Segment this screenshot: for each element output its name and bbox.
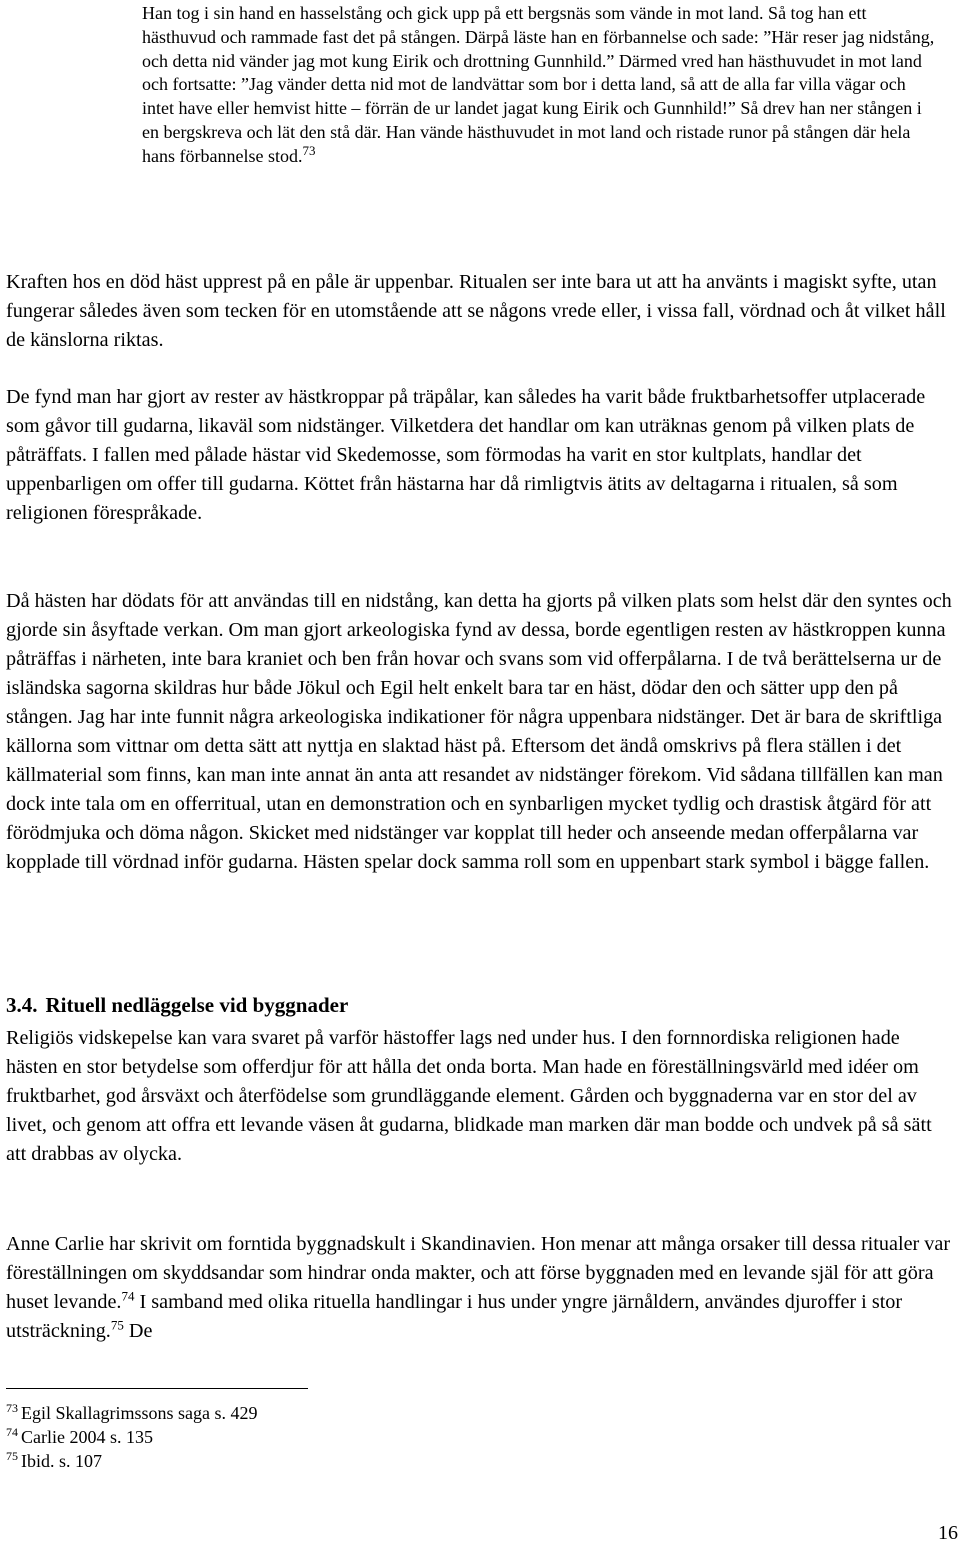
footnote-74 — [6, 1425, 606, 1449]
footnote-text: Ibid. s. 107 — [21, 1451, 102, 1471]
footnotes — [6, 1401, 606, 1473]
footnote-text: Carlie 2004 s. 135 — [21, 1427, 153, 1447]
paragraph-text: De — [123, 1320, 153, 1342]
footnote-75 — [6, 1449, 606, 1473]
footnote-ref-75[interactable]: 75 — [110, 1317, 124, 1333]
footnote-text: Egil Skallagrimssons saga s. 429 — [21, 1403, 258, 1423]
footnote-number: 74 — [6, 1425, 18, 1439]
footnote-number: 73 — [6, 1401, 18, 1415]
saga-quote — [142, 2, 942, 169]
footnote-number: 75 — [6, 1449, 18, 1463]
body-paragraph-1: Kraften hos en död häst upprest på en påle är uppenbar. Ritualen ser inte bara ut att ha använts i magiskt syfte, utan fungerar således även som tecken för en utomstående att se någons vrede eller, i vissa fall, vördnad och åt vilket håll de känslorna riktas. — [6, 271, 946, 351]
paragraph-text: Anne Carlie har skrivit om forntida byggnadskult i Skandinavien. Hon menar att många orsaker till dessa ritualer var föreställningen om skyddsandar som hindrar onda makter, och att förse byggnaden med en levande själ för att göra huset levande. — [6, 1233, 951, 1313]
page-number: 16 — [938, 1522, 958, 1544]
footnote-divider — [6, 1388, 308, 1389]
body-paragraph-4: Religiös vidskepelse kan vara svaret på varför hästoffer lags ned under hus. I den fornnordiska religionen hade hästen en stor betydelse som offerdjur för att hålla det onda borta. Man hade en föreställningsvärld med idéer om fruktbarhet, god årsväxt och återfödelse som grundläggande element. Gården och byggnaderna var en stor del av livet, och genom att offra ett levande väsen åt gudarna, blidkade man marken där man bodde och undvek på så sätt att drabbas av olycka. — [6, 1027, 932, 1165]
section-title: Rituell nedläggelse vid byggnader — [45, 993, 349, 1017]
body-paragraph-2: De fynd man har gjort av rester av hästkroppar på träpålar, kan således ha varit både fruktbarhetsoffer utplacerade som gåvor till gudarna, likaväl som nidstänger. Vilketdera det handlar om kan uträknas genom på vilken plats de påträffats. I fallen med pålade hästar vid Skedemosse, som förmodas ha varit en stor kultplats, handlar det uppenbarligen om offer till gudarna. Köttet från hästarna har då rimligtvis ätits av deltagarna i ritualen, så som religionen förespråkade. — [6, 386, 926, 524]
section-number: 3.4. — [6, 993, 38, 1017]
footnote-73 — [6, 1401, 606, 1425]
footnote-ref-74[interactable]: 74 — [121, 1288, 135, 1304]
footnote-ref-73[interactable]: 73 — [302, 142, 316, 158]
saga-quote-text: Han tog i sin hand en hasselstång och gick upp på ett bergsnäs som vände in mot land. Så tog han ett hästhuvud och rammade fast det på stången. Därpå läste han en förbannelse och sade: ”Här reser jag nidstång, och detta nid vänder jag mot kung Eirik och drottning Gunnhild.” Därmed vred han hästhuvudet in mot land och fortsatte: ”Jag vänder detta nid mot de landvättar som bor i detta land, så att de alla far villa vägar och intet have eller hemvist hitte – förrän de ur landet jagat kung Eirik och Gunnhild!” Så drev han ner stången i en bergskreva och lät den stå där. Han vände hästhuvudet in mot land och ristade runor på stången där hela hans förbannelse stod. — [142, 3, 935, 166]
paragraph-text: I samband med olika rituella handlingar i hus under yngre järnåldern, användes djuroffer i stor utsträckning. — [6, 1291, 903, 1342]
body-paragraph-3: Då hästen har dödats för att användas till en nidstång, kan detta ha gjorts på vilken plats som helst där den syntes och gjorde sin åsyftade verkan. Om man gjort arkeologiska fynd av dessa, borde egentligen resten av hästkroppen kunna påträffas i närheten, inte bara kraniet och ben från hovar och svans som vid offerpålarna. I de två berättelserna ur de isländska sagorna skildras hur både Jökul och Egil helt enkelt bara tar en häst, dödar den och sätter upp den på stången. Jag har inte funnit några arkeologiska indikationer för några uppenbara nidstänger. Det är bara de skriftliga källorna som vittnar om detta sätt att nyttja en slaktad häst på. Eftersom det ändå omskrivs på flera ställen i det källmaterial som finns, kan man inte annat än anta att resandet av nidstänger förekom. Vid sådana tillfällen kan man dock inte tala om en offerritual, utan en demonstration och en synbarligen mycket tydlig och drastisk åtgärd för att förödmjuka och döma någon. Skicket med nidstänger var kopplat till heder och anseende medan offerpålarna var kopplade till vördnad inför gudarna. Hästen spelar dock samma roll som en uppenbart stark symbol i bägge fallen. — [6, 590, 952, 873]
section-heading — [6, 990, 348, 1020]
body-paragraph-5 — [6, 1230, 956, 1346]
